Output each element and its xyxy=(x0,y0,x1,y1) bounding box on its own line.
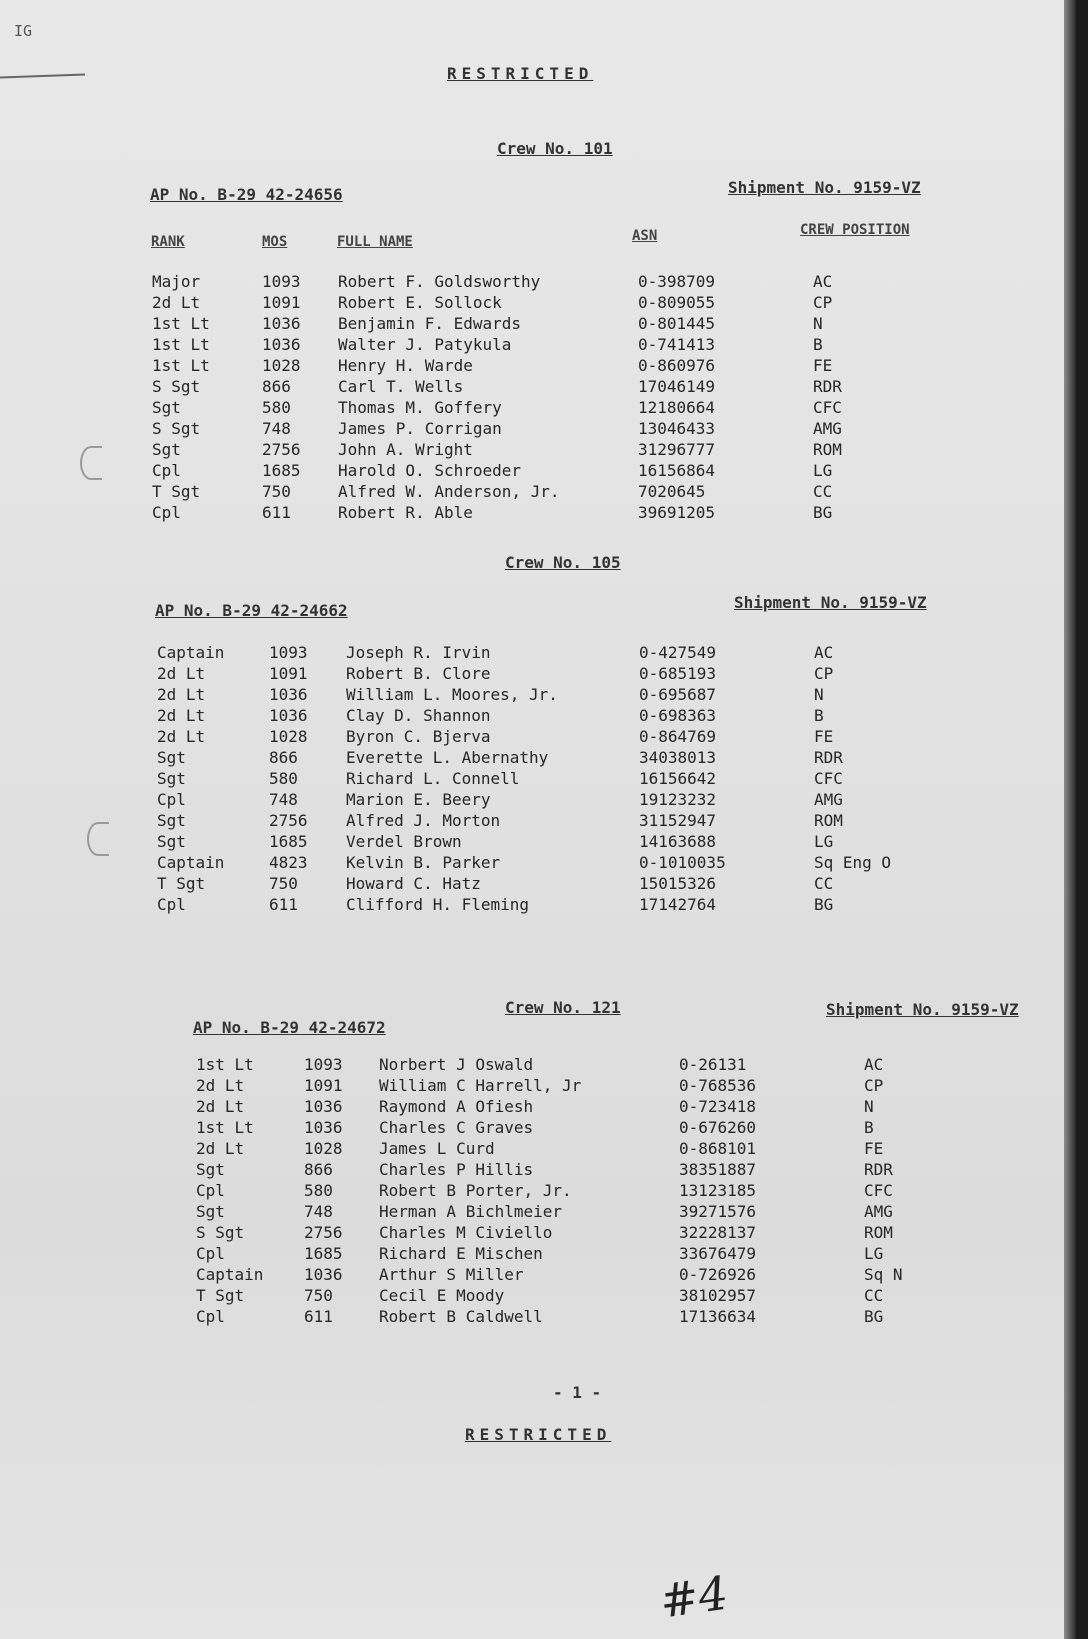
shipment-number: Shipment No. 9159-VZ xyxy=(728,178,921,197)
member-asn: 0-695687 xyxy=(639,685,717,704)
member-mos: 866 xyxy=(269,748,298,767)
column-header-rank: RANK xyxy=(151,234,185,250)
member-rank: 2d Lt xyxy=(157,685,206,704)
member-position: AC xyxy=(813,272,833,291)
member-asn: 0-741413 xyxy=(638,335,716,354)
member-asn: 17136634 xyxy=(679,1307,757,1326)
member-name: Clifford H. Fleming xyxy=(346,895,530,914)
member-asn: 0-26131 xyxy=(679,1055,747,1074)
member-rank: S Sgt xyxy=(152,377,201,396)
member-mos: 1036 xyxy=(304,1265,343,1284)
member-name: Robert B. Clore xyxy=(346,664,491,683)
member-asn: 0-864769 xyxy=(639,727,717,746)
member-mos: 2756 xyxy=(269,811,308,830)
member-asn: 0-868101 xyxy=(679,1139,757,1158)
member-mos: 1091 xyxy=(262,293,301,312)
member-rank: 1st Lt xyxy=(152,314,210,333)
member-asn: 0-685193 xyxy=(639,664,717,683)
member-mos: 1093 xyxy=(304,1055,343,1074)
member-mos: 2756 xyxy=(262,440,301,459)
member-position: B xyxy=(813,335,823,354)
member-asn: 0-698363 xyxy=(639,706,717,725)
page-edge-shadow xyxy=(1064,0,1076,1639)
member-position: AMG xyxy=(814,790,843,809)
crew-title: Crew No. 105 xyxy=(505,553,621,572)
member-position: RDR xyxy=(814,748,843,767)
member-position: AC xyxy=(864,1055,884,1074)
crew-member-row xyxy=(152,293,933,314)
crew-member-row xyxy=(152,314,933,335)
crew-member-row xyxy=(196,1139,984,1160)
member-asn: 0-768536 xyxy=(679,1076,757,1095)
member-asn: 31296777 xyxy=(638,440,716,459)
member-name: John A. Wright xyxy=(338,440,473,459)
member-position: LG xyxy=(813,461,833,480)
member-asn: 16156864 xyxy=(638,461,716,480)
member-name: William L. Moores, Jr. xyxy=(346,685,558,704)
crew-member-row xyxy=(196,1181,984,1202)
member-asn: 14163688 xyxy=(639,832,717,851)
member-name: Richard L. Connell xyxy=(346,769,520,788)
member-name: Herman A Bichlmeier xyxy=(379,1202,563,1221)
member-position: FE xyxy=(813,356,833,375)
member-rank: 1st Lt xyxy=(152,335,210,354)
member-name: Charles M Civiello xyxy=(379,1223,553,1242)
crew-member-row xyxy=(152,398,933,419)
punch-hole-icon xyxy=(80,446,102,480)
classification-footer: RESTRICTED xyxy=(465,1425,612,1444)
member-rank: 2d Lt xyxy=(196,1076,245,1095)
member-rank: Cpl xyxy=(196,1181,225,1200)
member-position: BG xyxy=(813,503,833,522)
member-rank: Sgt xyxy=(196,1202,225,1221)
member-rank: 1st Lt xyxy=(152,356,210,375)
column-header-full-name: FULL NAME xyxy=(337,234,413,250)
column-header-asn: ASN xyxy=(632,228,658,244)
crew-member-row xyxy=(157,664,944,685)
member-position: CC xyxy=(813,482,833,501)
member-rank: S Sgt xyxy=(196,1223,245,1242)
crew-roster-table xyxy=(196,1055,984,1328)
crew-member-row xyxy=(152,482,933,503)
member-rank: Captain xyxy=(157,643,225,662)
member-asn: 0-723418 xyxy=(679,1097,757,1116)
member-mos: 1685 xyxy=(262,461,301,480)
member-rank: Sgt xyxy=(196,1160,225,1179)
member-position: FE xyxy=(814,727,834,746)
member-mos: 611 xyxy=(304,1307,333,1326)
member-position: N xyxy=(814,685,824,704)
member-asn: 31152947 xyxy=(639,811,717,830)
crew-member-row xyxy=(157,727,944,748)
member-asn: 13123185 xyxy=(679,1181,757,1200)
crew-member-row xyxy=(196,1118,984,1139)
crew-member-row xyxy=(157,811,944,832)
member-rank: T Sgt xyxy=(152,482,201,501)
member-mos: 1036 xyxy=(262,314,301,333)
member-asn: 34038013 xyxy=(639,748,717,767)
crew-member-row xyxy=(152,440,933,461)
member-position: ROM xyxy=(814,811,843,830)
member-mos: 611 xyxy=(269,895,298,914)
member-asn: 32228137 xyxy=(679,1223,757,1242)
member-rank: Cpl xyxy=(196,1244,225,1263)
member-asn: 17046149 xyxy=(638,377,716,396)
member-name: Richard E Mischen xyxy=(379,1244,543,1263)
member-name: Walter J. Patykula xyxy=(338,335,512,354)
member-rank: Sgt xyxy=(152,440,181,459)
member-name: Benjamin F. Edwards xyxy=(338,314,522,333)
crew-member-row xyxy=(152,377,933,398)
corner-pencil-line xyxy=(0,74,85,79)
member-name: Clay D. Shannon xyxy=(346,706,491,725)
crew-title: Crew No. 121 xyxy=(505,998,621,1017)
crew-member-row xyxy=(196,1160,984,1181)
member-mos: 1036 xyxy=(304,1118,343,1137)
member-mos: 1685 xyxy=(304,1244,343,1263)
crew-title: Crew No. 101 xyxy=(497,139,613,158)
member-position: BG xyxy=(814,895,834,914)
member-asn: 19123232 xyxy=(639,790,717,809)
member-position: N xyxy=(864,1097,874,1116)
member-name: Raymond A Ofiesh xyxy=(379,1097,534,1116)
member-rank: 1st Lt xyxy=(196,1118,254,1137)
member-name: Alfred W. Anderson, Jr. xyxy=(338,482,560,501)
member-mos: 1091 xyxy=(304,1076,343,1095)
crew-member-row xyxy=(157,790,944,811)
member-rank: Sgt xyxy=(157,832,186,851)
crew-member-row xyxy=(196,1076,984,1097)
crew-member-row xyxy=(157,685,944,706)
member-rank: Major xyxy=(152,272,201,291)
crew-member-row xyxy=(196,1055,984,1076)
aircraft-number: AP No. B-29 42-24656 xyxy=(150,185,343,204)
member-name: Alfred J. Morton xyxy=(346,811,501,830)
member-rank: T Sgt xyxy=(196,1286,245,1305)
aircraft-number: AP No. B-29 42-24662 xyxy=(155,601,348,620)
member-mos: 748 xyxy=(269,790,298,809)
member-asn: 0-427549 xyxy=(639,643,717,662)
member-position: AC xyxy=(814,643,834,662)
member-position: Sq Eng O xyxy=(814,853,892,872)
member-mos: 750 xyxy=(304,1286,333,1305)
member-rank: 2d Lt xyxy=(196,1139,245,1158)
member-rank: 2d Lt xyxy=(196,1097,245,1116)
crew-member-row xyxy=(196,1244,984,1265)
member-asn: 0-860976 xyxy=(638,356,716,375)
member-mos: 1091 xyxy=(269,664,308,683)
crew-member-row xyxy=(196,1223,984,1244)
member-position: ROM xyxy=(864,1223,893,1242)
member-position: CP xyxy=(813,293,833,312)
crew-member-row xyxy=(157,769,944,790)
member-mos: 866 xyxy=(304,1160,333,1179)
member-rank: Sgt xyxy=(157,811,186,830)
member-mos: 611 xyxy=(262,503,291,522)
member-mos: 580 xyxy=(269,769,298,788)
crew-member-row xyxy=(152,335,933,356)
member-name: Howard C. Hatz xyxy=(346,874,481,893)
member-mos: 1685 xyxy=(269,832,308,851)
member-rank: Cpl xyxy=(152,503,181,522)
crew-member-row xyxy=(196,1097,984,1118)
shipment-number: Shipment No. 9159-VZ xyxy=(826,1000,1019,1019)
member-asn: 38102957 xyxy=(679,1286,757,1305)
crew-member-row xyxy=(152,503,933,524)
member-position: N xyxy=(813,314,823,333)
punch-hole-icon xyxy=(87,822,109,856)
member-rank: 2d Lt xyxy=(157,706,206,725)
member-mos: 2756 xyxy=(304,1223,343,1242)
crew-roster-table xyxy=(152,272,933,524)
crew-member-row xyxy=(196,1202,984,1223)
member-rank: 2d Lt xyxy=(157,664,206,683)
member-rank: 2d Lt xyxy=(157,727,206,746)
member-asn: 0-398709 xyxy=(638,272,716,291)
member-mos: 4823 xyxy=(269,853,308,872)
member-mos: 1036 xyxy=(304,1097,343,1116)
member-rank: S Sgt xyxy=(152,419,201,438)
member-rank: Cpl xyxy=(157,790,186,809)
member-asn: 0-1010035 xyxy=(639,853,726,872)
member-position: Sq N xyxy=(864,1265,903,1284)
crew-member-row xyxy=(157,853,944,874)
member-position: CFC xyxy=(813,398,842,417)
page-number: - 1 - xyxy=(553,1383,602,1402)
member-mos: 580 xyxy=(262,398,291,417)
member-rank: Captain xyxy=(157,853,225,872)
member-mos: 1093 xyxy=(262,272,301,291)
member-mos: 748 xyxy=(262,419,291,438)
member-position: LG xyxy=(864,1244,884,1263)
member-name: Thomas M. Goffery xyxy=(338,398,502,417)
member-name: Henry H. Warde xyxy=(338,356,473,375)
member-position: RDR xyxy=(864,1160,893,1179)
member-name: Robert B Porter, Jr. xyxy=(379,1181,572,1200)
member-position: CFC xyxy=(814,769,843,788)
member-asn: 0-801445 xyxy=(638,314,716,333)
member-mos: 1036 xyxy=(262,335,301,354)
classification-header: RESTRICTED xyxy=(447,64,594,83)
crew-member-row xyxy=(196,1265,984,1286)
member-name: Cecil E Moody xyxy=(379,1286,505,1305)
member-name: Kelvin B. Parker xyxy=(346,853,501,872)
handwritten-mark: #4 xyxy=(656,1565,732,1629)
member-name: William C Harrell, Jr xyxy=(379,1076,582,1095)
member-name: Charles P Hillis xyxy=(379,1160,534,1179)
member-position: B xyxy=(814,706,824,725)
member-position: CC xyxy=(814,874,834,893)
crew-member-row xyxy=(152,461,933,482)
corner-note: IG xyxy=(14,22,33,40)
member-name: Everette L. Abernathy xyxy=(346,748,549,767)
member-mos: 1036 xyxy=(269,706,308,725)
member-name: Charles C Graves xyxy=(379,1118,534,1137)
member-position: B xyxy=(864,1118,874,1137)
crew-member-row xyxy=(157,832,944,853)
member-position: RDR xyxy=(813,377,842,396)
member-position: CP xyxy=(814,664,834,683)
member-rank: 1st Lt xyxy=(196,1055,254,1074)
member-asn: 39691205 xyxy=(638,503,716,522)
crew-roster-body xyxy=(152,272,933,524)
crew-member-row xyxy=(157,643,944,664)
member-position: AMG xyxy=(813,419,842,438)
member-name: Arthur S Miller xyxy=(379,1265,524,1284)
member-name: Marion E. Beery xyxy=(346,790,491,809)
member-name: Robert E. Sollock xyxy=(338,293,502,312)
crew-member-row xyxy=(152,272,933,293)
member-mos: 1028 xyxy=(262,356,301,375)
member-asn: 38351887 xyxy=(679,1160,757,1179)
crew-roster-body xyxy=(196,1055,984,1328)
crew-member-row xyxy=(157,748,944,769)
crew-member-row xyxy=(196,1286,984,1307)
member-rank: T Sgt xyxy=(157,874,206,893)
column-header-crew-position: CREW POSITION xyxy=(800,222,910,238)
member-mos: 1028 xyxy=(304,1139,343,1158)
member-asn: 12180664 xyxy=(638,398,716,417)
member-mos: 750 xyxy=(269,874,298,893)
member-name: Byron C. Bjerva xyxy=(346,727,491,746)
member-position: FE xyxy=(864,1139,884,1158)
member-asn: 13046433 xyxy=(638,419,716,438)
member-position: AMG xyxy=(864,1202,893,1221)
member-mos: 866 xyxy=(262,377,291,396)
crew-member-row xyxy=(157,895,944,916)
member-mos: 750 xyxy=(262,482,291,501)
member-asn: 16156642 xyxy=(639,769,717,788)
member-asn: 15015326 xyxy=(639,874,717,893)
member-rank: Cpl xyxy=(196,1307,225,1326)
member-rank: Cpl xyxy=(157,895,186,914)
member-asn: 39271576 xyxy=(679,1202,757,1221)
member-asn: 17142764 xyxy=(639,895,717,914)
member-rank: Sgt xyxy=(157,748,186,767)
member-name: Harold O. Schroeder xyxy=(338,461,522,480)
crew-member-row xyxy=(152,419,933,440)
crew-member-row xyxy=(157,874,944,895)
member-name: Verdel Brown xyxy=(346,832,462,851)
member-mos: 748 xyxy=(304,1202,333,1221)
member-asn: 0-726926 xyxy=(679,1265,757,1284)
member-mos: 1028 xyxy=(269,727,308,746)
crew-roster-body xyxy=(157,643,944,916)
crew-roster-table xyxy=(157,643,944,916)
member-asn: 0-809055 xyxy=(638,293,716,312)
member-mos: 580 xyxy=(304,1181,333,1200)
member-asn: 0-676260 xyxy=(679,1118,757,1137)
member-name: Robert B Caldwell xyxy=(379,1307,543,1326)
member-position: LG xyxy=(814,832,834,851)
member-rank: Cpl xyxy=(152,461,181,480)
member-name: Robert F. Goldsworthy xyxy=(338,272,541,291)
shipment-number: Shipment No. 9159-VZ xyxy=(734,593,927,612)
member-position: CFC xyxy=(864,1181,893,1200)
member-name: Joseph R. Irvin xyxy=(346,643,491,662)
member-asn: 33676479 xyxy=(679,1244,757,1263)
member-name: Norbert J Oswald xyxy=(379,1055,534,1074)
member-position: BG xyxy=(864,1307,884,1326)
crew-member-row xyxy=(152,356,933,377)
member-rank: Sgt xyxy=(152,398,181,417)
member-rank: Sgt xyxy=(157,769,186,788)
crew-member-row xyxy=(157,706,944,727)
crew-member-row xyxy=(196,1307,984,1328)
column-header-mos: MOS xyxy=(262,234,288,250)
member-name: Robert R. Able xyxy=(338,503,473,522)
member-mos: 1036 xyxy=(269,685,308,704)
member-asn: 7020645 xyxy=(638,482,706,501)
member-position: CP xyxy=(864,1076,884,1095)
member-name: Carl T. Wells xyxy=(338,377,464,396)
member-mos: 1093 xyxy=(269,643,308,662)
member-position: CC xyxy=(864,1286,884,1305)
member-position: ROM xyxy=(813,440,842,459)
member-rank: Captain xyxy=(196,1265,264,1284)
member-name: James P. Corrigan xyxy=(338,419,502,438)
aircraft-number: AP No. B-29 42-24672 xyxy=(193,1018,386,1037)
member-rank: 2d Lt xyxy=(152,293,201,312)
member-name: James L Curd xyxy=(379,1139,495,1158)
